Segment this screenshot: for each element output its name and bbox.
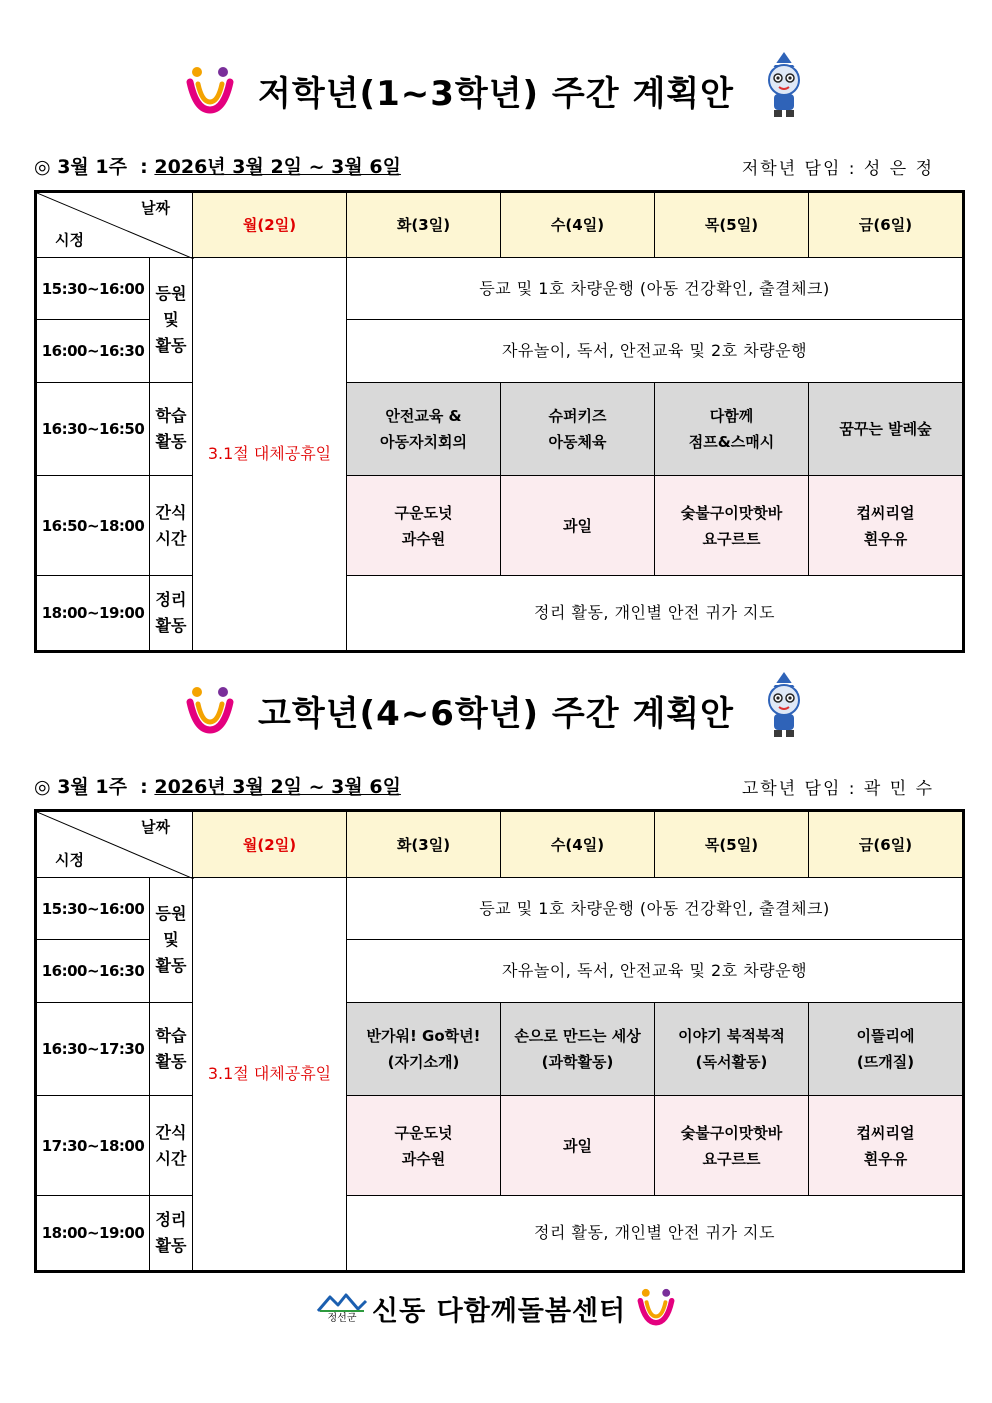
- plan1-info-row: [34, 150, 940, 180]
- time-cell: 18:00~19:00: [36, 576, 150, 652]
- activity-label-line: 활동: [155, 432, 187, 451]
- arrival-row-text: 등교 및 1호 차량운행 (아동 건강확인, 출결체크): [347, 258, 964, 320]
- plan2-week-prefix: ◎ 3월 1주 :: [34, 776, 155, 798]
- cell-line: (자기소개): [387, 1053, 460, 1071]
- activity-label-snack: [150, 476, 193, 576]
- snack-cell-thu: [655, 476, 809, 576]
- activity-label-line: 간식: [155, 1122, 187, 1142]
- day-header-thu: 목(5일): [655, 811, 809, 878]
- cleanup-row-text: 정리 활동, 개인별 안전 귀가 지도: [347, 576, 964, 652]
- cell-line: 구운도넛: [394, 1123, 453, 1142]
- study-cell-wed: [501, 1003, 655, 1096]
- plan2-info-row: [34, 770, 940, 800]
- plan1-week: [34, 152, 401, 179]
- activity-label-snack: [150, 1096, 193, 1196]
- activity-label-line: 활동: [155, 956, 187, 975]
- plan1-title-row: [0, 56, 992, 126]
- plan1-schedule-table: [34, 190, 965, 653]
- county-mountain-icon: [316, 1291, 368, 1313]
- plan2-week: [34, 772, 401, 799]
- cell-line: 컵씨리얼: [856, 503, 915, 522]
- cell-line: 흰우유: [863, 529, 908, 548]
- corner-time-label: 시정: [55, 851, 84, 869]
- mascot-icon: [754, 50, 814, 120]
- table-row: [36, 1003, 964, 1096]
- corner-cell: [36, 811, 193, 878]
- day-header-fri: 금(6일): [809, 811, 964, 878]
- holiday-cell: 3.1절 대체공휴일: [193, 878, 347, 1272]
- snack-cell-thu: [655, 1096, 809, 1196]
- time-cell: 15:30~16:00: [36, 878, 150, 940]
- table-header-row: [36, 811, 964, 878]
- day-header-tue: 화(3일): [347, 811, 501, 878]
- county-logo: [316, 1291, 368, 1327]
- mascot-icon: [754, 670, 814, 740]
- activity-label-line: 및: [163, 310, 179, 329]
- cell-line: 다함께: [709, 407, 754, 425]
- cell-line: (뜨개질): [856, 1053, 915, 1071]
- activity-label-cleanup: [150, 1196, 193, 1272]
- activity-label-line: 활동: [155, 1236, 187, 1255]
- activity-label-cleanup: [150, 576, 193, 652]
- corner-diagonal: [37, 193, 194, 259]
- plan1-week-prefix: ◎ 3월 1주 :: [34, 156, 155, 178]
- cell-line: 요구르트: [702, 1149, 761, 1168]
- activity-label-arrival: [150, 878, 193, 1003]
- time-cell: 15:30~16:00: [36, 258, 150, 320]
- cell-line: 구운도넛: [394, 503, 453, 522]
- snack-cell-wed: [501, 476, 655, 576]
- cell-line: 컵씨리얼: [856, 1123, 915, 1142]
- snack-cell-fri: [809, 476, 964, 576]
- day-header-mon: 월(2일): [193, 192, 347, 258]
- cell-line: 요구르트: [702, 529, 761, 548]
- study-cell-tue: [347, 383, 501, 476]
- snack-cell-tue: [347, 476, 501, 576]
- table-row: [36, 476, 964, 576]
- day-header-tue: 화(3일): [347, 192, 501, 258]
- corner-cell: [36, 192, 193, 258]
- time-cell: 18:00~19:00: [36, 1196, 150, 1272]
- cell-line: (과학활동): [541, 1053, 614, 1071]
- snack-cell-fri: [809, 1096, 964, 1196]
- study-cell-tue: [347, 1003, 501, 1096]
- cell-line: 과수원: [401, 529, 446, 548]
- cell-line: 과수원: [401, 1149, 446, 1168]
- activity-label-line: 등원: [155, 904, 187, 923]
- cell-line: 점프&스매시: [688, 433, 775, 451]
- table-header-row: [36, 192, 964, 258]
- footer: [0, 1285, 992, 1329]
- corner-time-label: 시정: [55, 231, 84, 249]
- corner-date-label: 날짜: [141, 199, 170, 217]
- activity-label-line: 및: [163, 930, 179, 949]
- arrival-row-text: 등교 및 1호 차량운행 (아동 건강확인, 출결체크): [347, 878, 964, 940]
- activity-label-line: 활동: [155, 336, 187, 355]
- table-row: [36, 1096, 964, 1196]
- day-header-wed: 수(4일): [501, 811, 655, 878]
- table-row: [36, 1196, 964, 1272]
- time-cell: 16:30~17:30: [36, 1003, 150, 1096]
- cell-line: 아동체육: [548, 433, 607, 451]
- cleanup-row-text: 정리 활동, 개인별 안전 귀가 지도: [347, 1196, 964, 1272]
- snack-cell-wed: [501, 1096, 655, 1196]
- time-cell: 16:50~18:00: [36, 476, 150, 576]
- activity-label-line: 활동: [155, 1052, 187, 1071]
- activity-label-line: 활동: [155, 616, 187, 635]
- holiday-cell: 3.1절 대체공휴일: [193, 258, 347, 652]
- cell-line: 안전교육 &: [385, 407, 462, 425]
- cell-line: 숯불구이맛핫바: [680, 1123, 783, 1142]
- cell-line: 과일: [563, 516, 592, 535]
- day-header-wed: 수(4일): [501, 192, 655, 258]
- activity-label-line: 등원: [155, 284, 187, 303]
- free-play-row-text: 자유놀이, 독서, 안전교육 및 2호 차량운행: [347, 940, 964, 1003]
- activity-label-line: 학습: [155, 406, 187, 425]
- cell-line: 흰우유: [863, 1149, 908, 1168]
- cell-line: 꿈꾸는 발레숲: [839, 420, 932, 438]
- snack-cell-tue: [347, 1096, 501, 1196]
- center-logo-icon: [634, 1285, 678, 1329]
- cell-line: 이뜰리에: [856, 1027, 915, 1045]
- free-play-row-text: 자유놀이, 독서, 안전교육 및 2호 차량운행: [347, 320, 964, 383]
- plan1-title: 저학년(1~3학년) 주간 계획안: [258, 74, 734, 114]
- table-row: [36, 878, 964, 940]
- plan1-teacher: 저학년 담임 : 성 은 정: [741, 159, 934, 179]
- corner-date-label: 날짜: [141, 818, 170, 836]
- table-row: [36, 383, 964, 476]
- cell-line: (독서활동): [695, 1053, 768, 1071]
- cell-line: 반가워! Go학년!: [366, 1027, 481, 1045]
- plan2-title-row: [0, 676, 992, 746]
- cell-line: 과일: [563, 1136, 592, 1155]
- center-name: 신동 다함께돌봄센터: [372, 1296, 627, 1327]
- table-row: [36, 576, 964, 652]
- cell-line: 슈퍼키즈: [548, 407, 607, 425]
- activity-label-line: 시간: [155, 528, 187, 548]
- study-cell-wed: [501, 383, 655, 476]
- plan1-week-range: 2026년 3월 2일 ~ 3월 6일: [154, 156, 401, 178]
- cell-line: 아동자치회의: [380, 433, 467, 451]
- plan2-schedule-table: [34, 809, 965, 1273]
- activity-label-study: [150, 383, 193, 476]
- activity-label-line: 간식: [155, 502, 187, 522]
- activity-label-line: 시간: [155, 1148, 187, 1168]
- time-cell: 16:30~16:50: [36, 383, 150, 476]
- activity-label-arrival: [150, 258, 193, 383]
- county-name: 정선군: [327, 1313, 357, 1324]
- day-header-thu: 목(5일): [655, 192, 809, 258]
- activity-label-study: [150, 1003, 193, 1096]
- study-cell-thu: [655, 383, 809, 476]
- day-header-mon: 월(2일): [193, 811, 347, 878]
- activity-label-line: 정리: [155, 1210, 187, 1229]
- time-cell: 16:00~16:30: [36, 940, 150, 1003]
- study-cell-fri: [809, 383, 964, 476]
- table-row: [36, 258, 964, 320]
- study-cell-thu: [655, 1003, 809, 1096]
- plan2-title: 고학년(4~6학년) 주간 계획안: [258, 694, 734, 734]
- activity-label-line: 학습: [155, 1026, 187, 1045]
- plan2-week-range: 2026년 3월 2일 ~ 3월 6일: [154, 776, 401, 798]
- plan2-teacher: 고학년 담임 : 곽 민 수: [741, 779, 934, 799]
- cell-line: 손으로 만드는 세상: [514, 1027, 641, 1045]
- time-cell: 16:00~16:30: [36, 320, 150, 383]
- study-cell-fri: [809, 1003, 964, 1096]
- cell-line: 숯불구이맛핫바: [680, 503, 783, 522]
- activity-label-line: 정리: [155, 590, 187, 609]
- cell-line: 이야기 북적북적: [678, 1027, 785, 1045]
- day-header-fri: 금(6일): [809, 192, 964, 258]
- time-cell: 17:30~18:00: [36, 1096, 150, 1196]
